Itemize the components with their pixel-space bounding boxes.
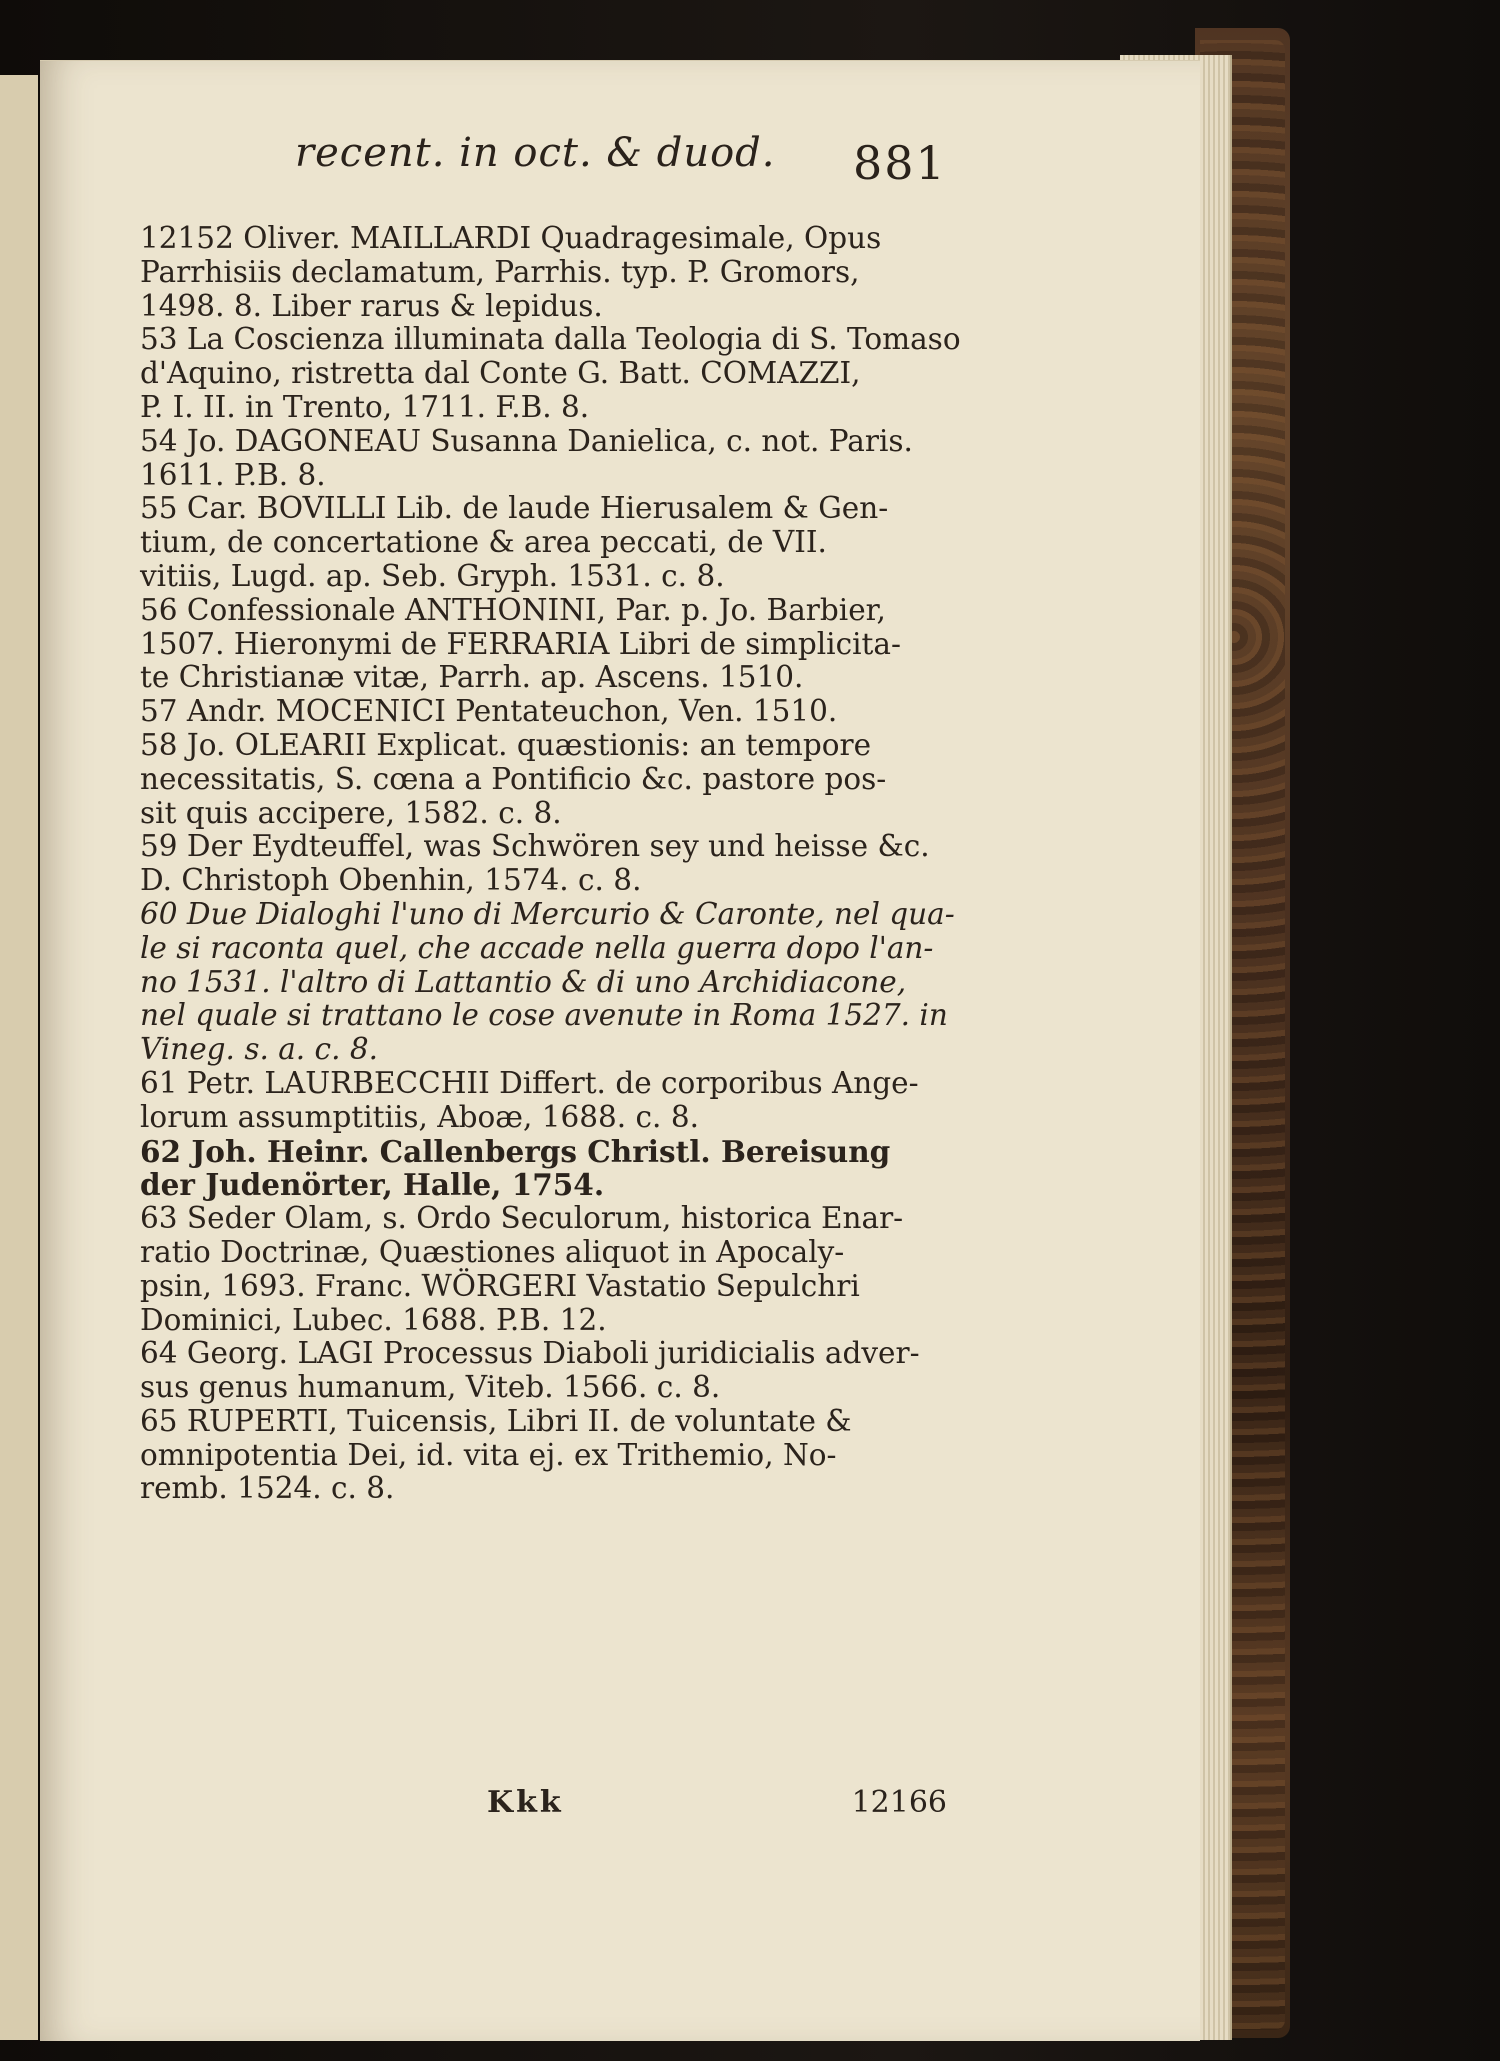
- entry-line: 62 Joh. Heinr. Callenbergs Christl. Bereisung: [140, 1133, 891, 1169]
- entry-line: le si raconta quel, che accade nella guerra dopo l'an-: [140, 930, 934, 965]
- entry-line: 1507. Hieronymi de FERRARIA Libri de simplicita-: [140, 626, 901, 661]
- catalogue-entry: [140, 594, 955, 695]
- catalogue-entry: [140, 1135, 955, 1203]
- entry-line: omnipotentia Dei, id. vita ej. ex Trithemio, No-: [140, 1437, 837, 1472]
- entry-line: te Christianæ vitæ, Parrh. ap. Ascens. 1510.: [140, 660, 804, 695]
- entry-line: 63 Seder Olam, s. Ordo Seculorum, historica Enar-: [140, 1201, 904, 1236]
- entry-line: 54 Jo. DAGONEAU Susanna Danielica, c. not. Paris.: [140, 423, 913, 458]
- entry-line: 65 RUPERTI, Tuicensis, Libri II. de voluntate &: [140, 1403, 852, 1438]
- catalogue-entry: [140, 1202, 955, 1337]
- catalogue-entry: [140, 1405, 955, 1506]
- catalogue-entry: [140, 729, 955, 830]
- page-number: 881: [853, 136, 947, 190]
- entry-line: 59 Der Eydteuffel, was Schwören sey und heisse &c.: [140, 829, 930, 864]
- catalogue-entry: [140, 322, 961, 424]
- catalogue-entry: [140, 830, 955, 898]
- catalogue-entry: [140, 898, 955, 1067]
- entry-line: psin, 1693. Franc. WÖRGERI Vastatio Sepulchri: [140, 1268, 860, 1303]
- entry-line: sit quis accipere, 1582. c. 8.: [140, 795, 562, 830]
- running-title: recent. in oct. & duod.: [295, 130, 776, 176]
- catalogue-entry: [140, 1067, 955, 1135]
- entry-line: P. I. II. in Trento, 1711. F.B. 8.: [140, 389, 590, 424]
- catalogue-entry: [140, 222, 955, 323]
- entry-line: Parrhisiis declamatum, Parrhis. typ. P. Gromors,: [140, 254, 860, 289]
- catalogue-entries: [140, 221, 961, 1506]
- entry-line: necessitatis, S. cœna a Pontificio &c. pastore pos-: [140, 761, 887, 796]
- entry-line: 64 Georg. LAGI Processus Diaboli juridicialis adver-: [140, 1336, 920, 1371]
- entry-line: der Judenörter, Halle, 1754.: [140, 1167, 605, 1203]
- entry-line: 53 La Coscienza illuminata dalla Teologia di S. Tomaso: [140, 322, 961, 357]
- entry-line: lorum assumptitiis, Aboæ, 1688. c. 8.: [140, 1099, 699, 1134]
- entry-line: 57 Andr. MOCENICI Pentateuchon, Ven. 1510.: [140, 694, 838, 729]
- entry-line: Dominici, Lubec. 1688. P.B. 12.: [140, 1302, 607, 1337]
- catalogue-entry: [140, 695, 955, 729]
- catalogue-entry: [140, 425, 955, 493]
- entry-line: D. Christoph Obenhin, 1574. c. 8.: [140, 863, 642, 898]
- catalogue-entry: [140, 1337, 955, 1405]
- entry-line: sus genus humanum, Viteb. 1566. c. 8.: [140, 1370, 721, 1405]
- entry-line: tium, de concertatione & area peccati, de VII.: [140, 525, 827, 560]
- entry-line: vitiis, Lugd. ap. Seb. Gryph. 1531. c. 8.: [140, 558, 725, 593]
- entry-line: 55 Car. BOVILLI Lib. de laude Hierusalem & Gen-: [140, 491, 889, 526]
- entry-line: 58 Jo. OLEARII Explicat. quæstionis: an tempore: [140, 727, 872, 762]
- entry-line: nel quale si trattano le cose avenute in Roma 1527. in: [140, 998, 948, 1033]
- entry-line: Vineg. s. a. c. 8.: [140, 1032, 378, 1067]
- entry-line: d'Aquino, ristretta dal Conte G. Batt. COMAZZI,: [140, 356, 861, 391]
- entry-line: 1611. P.B. 8.: [140, 457, 326, 492]
- previous-page-edge: [0, 75, 38, 2040]
- signature-mark: Kkk: [487, 1785, 564, 1820]
- entry-line: 56 Confessionale ANTHONINI, Par. p. Jo. Barbier,: [140, 592, 886, 627]
- entry-line: remb. 1524. c. 8.: [140, 1471, 395, 1506]
- entry-line: 61 Petr. LAURBECCHII Differt. de corporibus Ange-: [140, 1065, 919, 1100]
- entry-line: 1498. 8. Liber rarus & lepidus.: [140, 288, 603, 323]
- catalogue-entry: [140, 492, 955, 593]
- entry-line: 12152 Oliver. MAILLARDI Quadragesimale, Opus: [140, 221, 882, 255]
- entry-line: no 1531. l'altro di Lattantio & di uno Archidiacone,: [140, 964, 907, 999]
- entry-line: ratio Doctrinæ, Quæstiones aliquot in Apocaly-: [140, 1234, 845, 1269]
- catchword: 12166: [851, 1785, 947, 1820]
- entry-line: 60 Due Dialoghi l'uno di Mercurio & Caronte, nel qua-: [140, 896, 955, 931]
